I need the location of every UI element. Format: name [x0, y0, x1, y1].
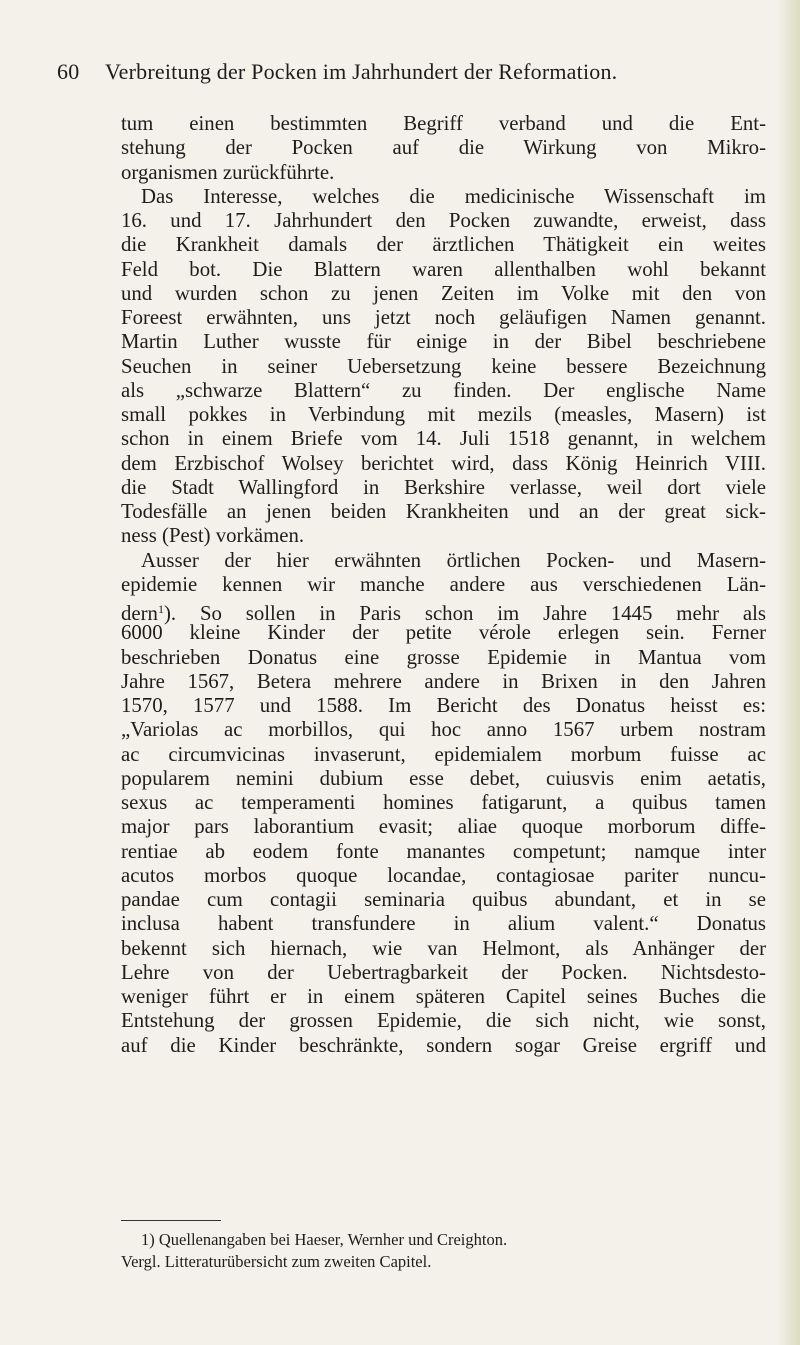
text-line: acutos morbos quoque locandae, contagiosae pariter nuncu-: [121, 863, 766, 887]
text-line: Foreest erwähnten, uns jetzt noch geläufigen Namen genannt.: [121, 306, 766, 329]
text-line: Entstehung der grossen Epidemie, die sich nicht, wie sonst,: [121, 1009, 766, 1033]
text-line: und wurden schon zu jenen Zeiten im Volke mit den von: [121, 281, 766, 305]
text-line: „Variolas ac morbillos, qui hoc anno 1567 urbem nostram: [121, 718, 766, 742]
text-line: pandae cum contagii seminaria quibus abundant, et in se: [121, 888, 766, 911]
text-line: als „schwarze Blattern“ zu finden. Der englische Name: [121, 378, 766, 402]
page-edge-shadow: [778, 0, 800, 1345]
text-fragment: dern: [121, 602, 158, 625]
text-line: Martin Luther wusste für einige in der Bibel beschriebene: [121, 330, 766, 354]
text-line: beschrieben Donatus eine grosse Epidemie in Mantua vom: [121, 645, 766, 669]
text-line: tum einen bestimmten Begriff verband und die Ent-: [121, 112, 766, 135]
text-line: Ausser der hier erwähnten örtlichen Pocken- und Masern-: [141, 548, 766, 572]
text-line: die Krankheit damals der ärztlichen Thätigkeit ein weites: [121, 233, 766, 257]
text-line: bekennt sich hiernach, wie van Helmont, als Anhänger der: [121, 936, 766, 960]
text-line: small pokkes in Verbindung mit mezils (measles, Masern) ist: [121, 403, 766, 426]
text-line: sexus ac temperamenti homines fatigarunt, a quibus tamen: [121, 791, 766, 814]
text-line: ness (Pest) vorkämen.: [121, 524, 305, 548]
text-line: popularem nemini dubium esse debet, cuiusvis enim aetatis,: [121, 766, 766, 790]
text-line: die Stadt Wallingford in Berkshire verlasse, weil dort viele: [121, 475, 766, 499]
text-line: dem Erzbischof Wolsey berichtet wird, dass König Heinrich VIII.: [121, 451, 766, 475]
text-line: schon in einem Briefe vom 14. Juli 1518 genannt, in welchem: [121, 427, 766, 451]
text-line: Todesfälle an jenen beiden Krankheiten und an der great sick-: [121, 500, 766, 523]
text-line: Das Interesse, welches die medicinische Wissenschaft im: [141, 184, 766, 208]
text-line: 1570, 1577 und 1588. Im Bericht des Donatus heisst es:: [121, 694, 766, 717]
text-line: stehung der Pocken auf die Wirkung von Mikro-: [121, 136, 766, 160]
footnote-marker: 1: [157, 602, 164, 616]
text-line: epidemie kennen wir manche andere aus verschiedenen Län-: [121, 572, 766, 596]
text-line: Feld bot. Die Blattern waren allenthalben wohl bekannt: [121, 257, 766, 281]
text-line: weniger führt er in einem späteren Capitel seines Buches die: [121, 985, 766, 1008]
footnote: [121, 1229, 766, 1273]
text-line: organismen zurückführte.: [121, 160, 335, 184]
page-number: 60: [57, 59, 80, 84]
text-line: rentiae ab eodem fonte manantes competunt; namque inter: [121, 839, 766, 863]
text-line: auf die Kinder beschränkte, sondern sogar Greise ergriff und: [121, 1033, 766, 1057]
text-fragment: ). So sollen in Paris schon im Jahre 1445 mehr als: [163, 602, 766, 625]
text-line: ac circumvicinas invaserunt, epidemialem morbum fuisse ac: [121, 742, 766, 766]
running-title: Verbreitung der Pocken im Jahrhundert der Reformation.: [105, 59, 618, 84]
text-line: 16. und 17. Jahrhundert den Pocken zuwandte, erweist, dass: [121, 209, 766, 232]
body-text: [121, 112, 766, 1058]
footnote-line: 1) Quellenangaben bei Haeser, Wernher und Creighton.: [141, 1230, 508, 1249]
text-line: Seuchen in seiner Uebersetzung keine bessere Bezeichnung: [121, 354, 766, 378]
running-header: [57, 58, 697, 86]
text-line: inclusa habent transfundere in alium valent.“ Donatus: [121, 912, 766, 936]
text-line: Lehre von der Uebertragbarkeit der Pocken. Nichtsdesto-: [121, 960, 766, 984]
text-line-with-footnote: [121, 597, 766, 625]
footnote-line: Vergl. Litteraturübersicht zum zweiten Capitel.: [121, 1252, 432, 1271]
text-line: 6000 kleine Kinder der petite vérole erlegen sein. Ferner: [121, 621, 766, 645]
footnote-divider: [121, 1220, 221, 1221]
text-line: major pars laborantium evasit; aliae quoque morborum diffe-: [121, 815, 766, 839]
text-line: Jahre 1567, Betera mehrere andere in Brixen in den Jahren: [121, 669, 766, 693]
